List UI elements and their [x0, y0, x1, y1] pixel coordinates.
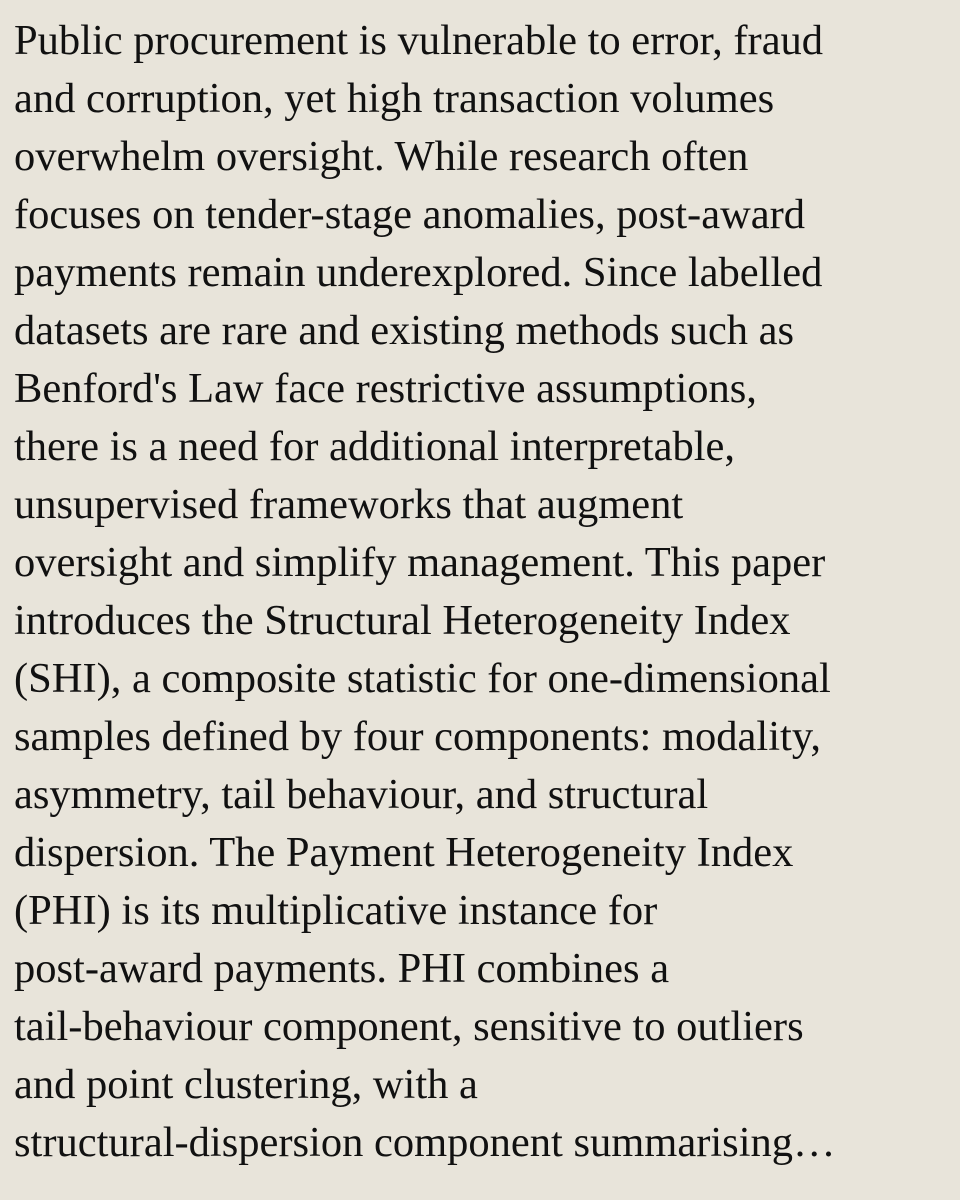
abstract-line: (SHI), a composite statistic for one-dimensional [14, 655, 831, 702]
abstract-line: post-award payments. PHI combines a [14, 945, 670, 992]
abstract-line: there is a need for additional interpretable, [14, 423, 736, 470]
abstract-line: Benford's Law face restrictive assumptions, [14, 365, 757, 412]
abstract-line: oversight and simplify management. This paper [14, 539, 826, 586]
abstract-line: focuses on tender-stage anomalies, post-award [14, 191, 806, 238]
abstract-line: overwhelm oversight. While research often [14, 133, 749, 180]
abstract-line: and corruption, yet high transaction volumes [14, 75, 775, 122]
abstract-line: Public procurement is vulnerable to error, fraud [14, 17, 824, 64]
abstract-line: samples defined by four components: modality, [14, 713, 821, 760]
abstract-line: tail-behaviour component, sensitive to outliers [14, 1003, 804, 1050]
abstract-line: and point clustering, with a [14, 1061, 478, 1108]
abstract-line: asymmetry, tail behaviour, and structural [14, 771, 709, 818]
abstract-text [14, 12, 954, 1172]
abstract-line: (PHI) is its multiplicative instance for [14, 887, 658, 934]
abstract-line: introduces the Structural Heterogeneity Index [14, 597, 791, 644]
abstract-line: dispersion. The Payment Heterogeneity Index [14, 829, 794, 876]
abstract-line: structural-dispersion component summarising… [14, 1119, 836, 1166]
abstract-line: unsupervised frameworks that augment [14, 481, 684, 528]
abstract-line: datasets are rare and existing methods such as [14, 307, 795, 354]
abstract-line: payments remain underexplored. Since labelled [14, 249, 823, 296]
